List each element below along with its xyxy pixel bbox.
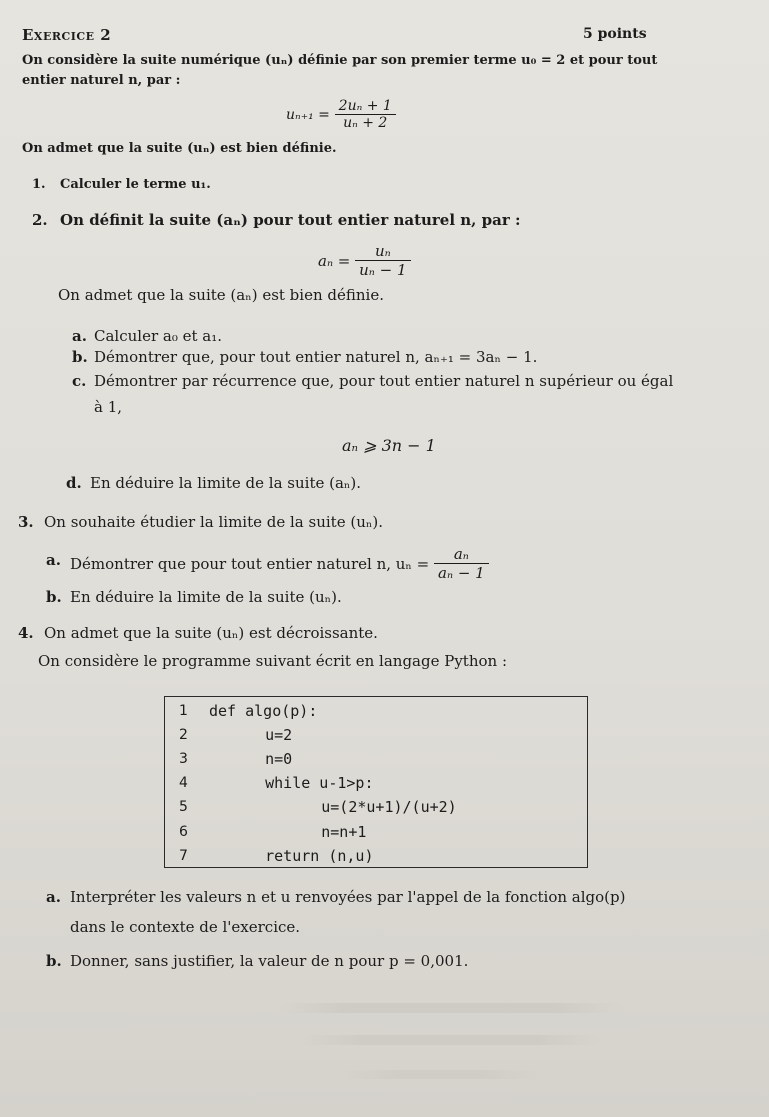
intro-line-2: entier naturel n, par : — [22, 73, 181, 88]
q4-text-2: On considère le programme suivant écrit en langage Python : — [38, 652, 507, 670]
q4b-label: b. — [46, 952, 62, 970]
code-line: u=2 — [229, 726, 293, 744]
code-line: u=(2*u+1)/(u+2) — [249, 798, 457, 816]
q2a-text: Calculer a₀ et a₁. — [94, 327, 223, 345]
intro-line-1: On considère la suite numérique (uₙ) définie par son premier terme u₀ = 2 et pour tout — [22, 53, 658, 68]
q4-text: On admet que la suite (uₙ) est décroissante. — [44, 624, 378, 642]
python-code-block — [164, 696, 588, 868]
code-line: while u-1>p: — [229, 774, 374, 792]
q2b-label: b. — [72, 348, 88, 366]
an-definition — [318, 243, 411, 279]
q4b-text: Donner, sans justifier, la valeur de n pour p = 0,001. — [70, 952, 469, 970]
code-line-number: 1 — [179, 703, 188, 719]
code-line: return (n,u) — [229, 847, 374, 865]
code-line-number: 3 — [179, 751, 188, 767]
q4-number: 4. — [18, 624, 34, 642]
q3a-line — [70, 546, 489, 582]
reverse-side-bleed — [280, 995, 680, 1105]
code-line-number: 7 — [179, 848, 188, 864]
q3b-label: b. — [46, 588, 62, 606]
q3-number: 3. — [18, 513, 34, 531]
q2d-label: d. — [66, 474, 82, 492]
code-line-number: 5 — [179, 799, 188, 815]
an-def-lhs: aₙ = — [318, 252, 351, 271]
code-line-number: 6 — [179, 824, 188, 840]
q3a-denominator: aₙ − 1 — [438, 564, 485, 583]
q3a-fraction — [434, 546, 489, 582]
code-line: n=n+1 — [249, 823, 367, 841]
recurrence-fraction — [335, 98, 396, 132]
recurrence-numerator: 2uₙ + 1 — [335, 98, 396, 115]
q2c-inequality: aₙ ⩾ 3n − 1 — [342, 436, 436, 455]
code-line-number: 4 — [179, 775, 188, 791]
q4a-text: Interpréter les valeurs n et u renvoyées par l'appel de la fonction algo(p) — [70, 888, 626, 906]
q1-text: Calculer le terme u₁. — [60, 177, 211, 192]
q2-admit: On admet que la suite (aₙ) est bien définie. — [58, 286, 384, 304]
q1-number: 1. — [32, 177, 46, 192]
q3-text: On souhaite étudier la limite de la suite (uₙ). — [44, 513, 383, 531]
q2-text: On définit la suite (aₙ) pour tout entier naturel n, par : — [60, 211, 521, 229]
q2c-label: c. — [72, 372, 87, 390]
q3a-label: a. — [46, 551, 61, 569]
exercise-title: Exercice 2 — [22, 26, 112, 44]
q2d-text: En déduire la limite de la suite (aₙ). — [90, 474, 362, 492]
recurrence-lhs: uₙ₊₁ = — [286, 106, 330, 123]
q2c-text-2: à 1, — [94, 398, 123, 416]
exercise-points: 5 points — [583, 26, 647, 42]
q2a-label: a. — [72, 327, 87, 345]
q3b-text: En déduire la limite de la suite (uₙ). — [70, 588, 342, 606]
code-line: n=0 — [229, 750, 293, 768]
code-line-number: 2 — [179, 727, 188, 743]
q2c-text: Démontrer par récurrence que, pour tout entier naturel n supérieur ou égal — [94, 372, 674, 390]
an-def-numerator: uₙ — [355, 243, 410, 261]
q2b-text: Démontrer que, pour tout entier naturel n, aₙ₊₁ = 3aₙ − 1. — [94, 348, 538, 366]
q2-number: 2. — [32, 211, 48, 229]
recurrence-denominator: uₙ + 2 — [343, 115, 388, 132]
intro-admit: On admet que la suite (uₙ) est bien définie. — [22, 141, 337, 156]
recurrence-formula — [286, 98, 396, 132]
q4a-text-2: dans le contexte de l'exercice. — [70, 918, 301, 936]
q3a-numerator: aₙ — [434, 546, 489, 564]
q3a-text: Démontrer que pour tout entier naturel n, uₙ = — [70, 555, 430, 574]
q4a-label: a. — [46, 888, 61, 906]
an-def-fraction — [355, 243, 410, 279]
an-def-denominator: uₙ − 1 — [359, 261, 407, 280]
code-line: def algo(p): — [209, 702, 318, 720]
